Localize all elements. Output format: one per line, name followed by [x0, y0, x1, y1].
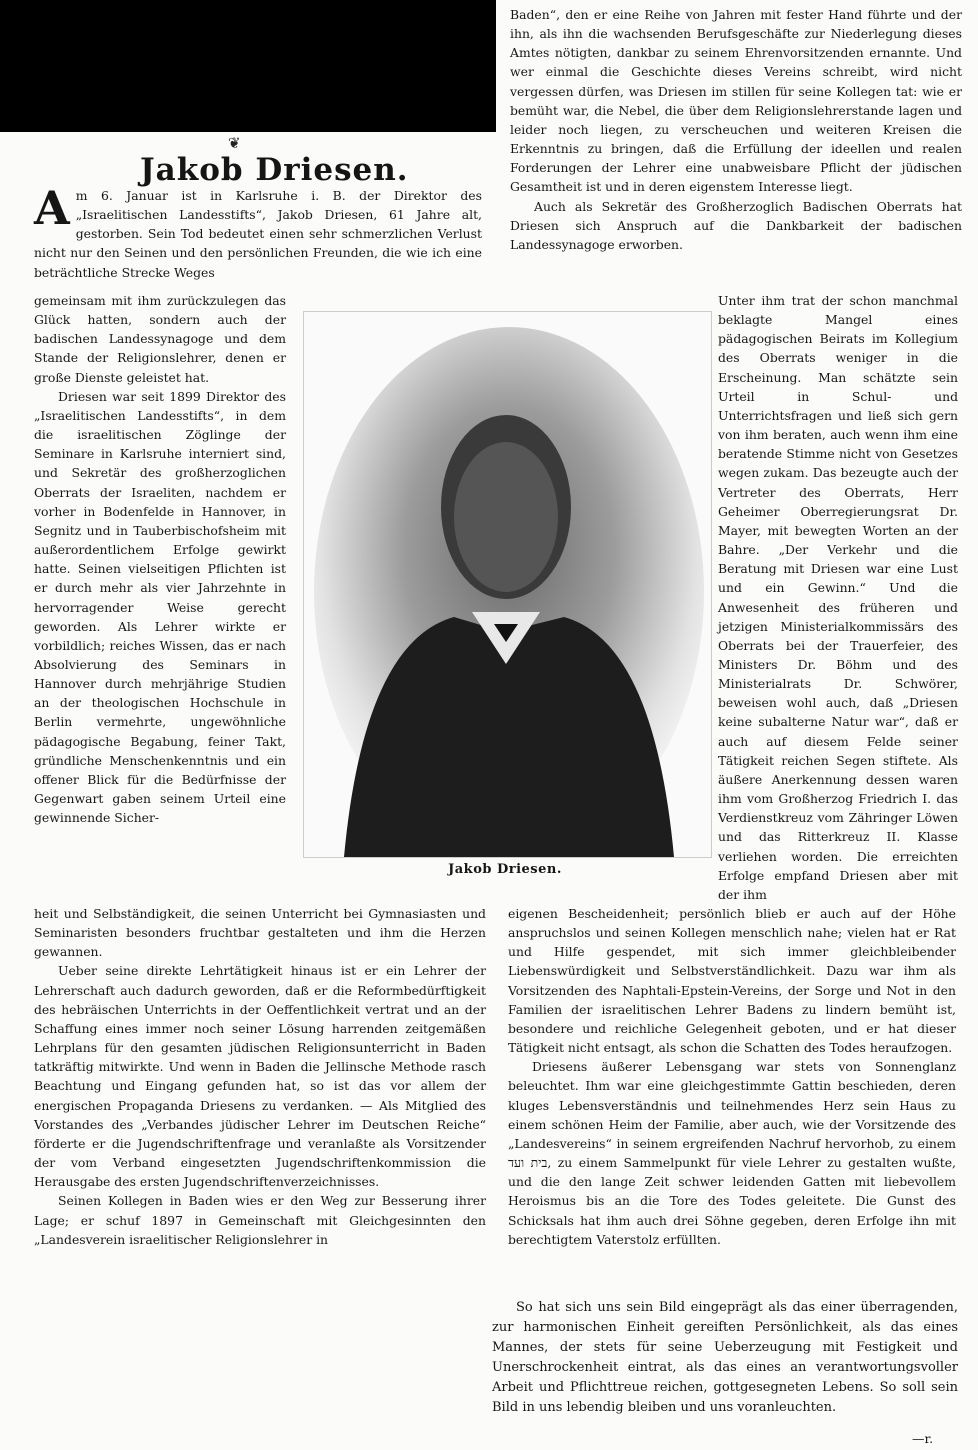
paragraph: gemeinsam mit ihm zurückzulegen das Glück hatten, sondern auch der badischen Landessynagoge und dem Stande der Religionslehrer, denen er große Dienste geleistet hat.	[34, 293, 286, 385]
right-top-column	[510, 5, 962, 254]
article-title: Jakob Driesen.	[140, 152, 409, 188]
intro-paragraph	[34, 181, 482, 282]
right-lower-column	[508, 904, 956, 1249]
paragraph: Ueber seine direkte Lehrtätigkeit hinaus ist er ein Lehrer der Lehrerschaft auch dadurch geworden, daß er die Reformbedürftigkeit des hebräischen Unterrichts in der Oeffentlichkeit vertrat und an der Schaffung eines immer noch seiner Lösung harrenden zeitgemäßen Lehrplans für den gesamten jüdischen Religionsunterricht in Baden tatkräftig mitwirkte. Und wenn in Baden die Jellinsche Methode rasch Beachtung und Eingang gefunden hat, so ist das vor allem der energischen Propaganda Driesens zu verdanken. — Als Mitglied des Vorstandes des „Verbandes jüdischer Lehrer im Deutschen Reiche“ förderte er die Jugendschriftenfrage und veranlaßte als Vorsitzender der vom Verband eingesetzten Jugendschriftenkommission die Herausgabe des ersten Jugendschriftenverzeichnisses.	[34, 963, 486, 1190]
paragraph: Driesens äußerer Lebensgang war stets von Sonnenglanz beleuchtet. Ihm war eine gleichgestimmte Gattin beschieden, deren kluges Lebensverständnis und teilnehmendes Herz sein Haus zu einem schönen Heim der Familie, aber auch, wie der Vorsitzende des „Landesvereins“ in seinem ergreifenden Nachruf hervorhob, zu einem בית ועד, zu einem Sammelpunkt für viele Lehrer zu gestalten wußte, und die den lange Zeit schwer leidenden Gatten mit liebevollem Heroismus bis an die Tore des Todes geleitete. Die Gunst des Schicksals hat ihm auch drei Söhne gegeben, deren Erfolge ihn mit berechtigtem Vaterstolz erfüllten.	[508, 1059, 956, 1247]
paragraph: So hat sich uns sein Bild eingeprägt als das einer überragenden, zur harmonischen Einheit gereiften Persönlichkeit, als das eines Mannes, der stets für seine Ueberzeugung mit Festigkeit und Unerschrockenheit eintrat, als das eines an verantwortungsvoller Arbeit und Pflichttreue reichen, gottgesegneten Lebens. So soll sein Bild in uns lebendig bleiben und uns voranleuchten.	[492, 1300, 958, 1415]
paragraph: Unter ihm trat der schon manchmal beklagte Mangel eines pädagogischen Beirats im Kollegium des Oberrats weniger in die Erscheinung. Man schätzte sein Urteil in Schul- und Unterrichtsfragen und ließ sich gern von ihm beraten, auch wenn ihm eine beratende Stimme nicht von Gesetzes wegen zukam. Das bezeugte auch der Vertreter des Oberrats, Herr Geheimer Oberregierungsrat Dr. Mayer, mit bewegten Worten an der Bahre. „Der Verkehr und die Beratung mit Driesen war eine Lust und ein Gewinn.“ Und die Anwesenheit des früheren und jetzigen Ministerialkommissärs des Oberrats bei der Trauerfeier, des Ministers Dr. Böhm und des Ministerialrats Dr. Schwörer, beweisen wohl auch, daß „Driesen keine subalterne Natur war“, daß er auch auf diesem Felde seiner Tätigkeit reichen Segen stiftete. Als äußere Anerkennung dessen waren ihm vom Großherzog Friedrich I. das Verdienstkreuz vom Zähringer Löwen und das Ritterkreuz II. Klasse verliehen worden. Die erreichten Erfolge empfand Driesen aber mit der ihm	[718, 293, 958, 902]
portrait-photo	[303, 311, 712, 858]
ornament-icon: ❦	[228, 134, 241, 152]
paragraph: Seinen Kollegen in Baden wies er den Weg zur Besserung ihrer Lage; er schuf 1897 in Gemeinschaft mit Gleichgesinnten den „Landesverein israelitischer Religionslehrer in	[34, 1193, 486, 1247]
paragraph: heit und Selbständigkeit, die seinen Unterricht bei Gymnasiasten und Seminaristen besonders fruchtbar gestalteten und ihm die Herzen gewannen.	[34, 906, 486, 960]
photo-caption: Jakob Driesen.	[448, 862, 562, 877]
left-lower-column	[34, 904, 486, 1249]
paragraph: eigenen Bescheidenheit; persönlich blieb er auch auf der Höhe anspruchslos und seinen Kollegen menschlich nahe; vielen hat er Rat und Hilfe gespendet, mit sich immer gleichbleibender Liebenswürdigkeit und Selbstverständlichkeit. Dazu war ihm als Vorsitzenden des Naphtali-Epstein-Vereins, der Sorge und Not in den Familien der israelitischen Lehrer Badens zu lindern bemüht ist, besondere und reichliche Gelegenheit geboten, und er hat dieser Tätigkeit nicht entsagt, als schon die Schatten des Todes heraufzogen.	[508, 906, 956, 1056]
right-narrow-column	[718, 291, 958, 904]
intro-text: m 6. Januar ist in Karlsruhe i. B. der Direktor des „Israelitischen Landesstifts“, Jakob Driesen, 61 Jahre alt, gestorben. Sein Tod bedeutet einen sehr schmerzlichen Verlust nicht nur den Seinen und den persönlichen Freunden, die wie ich eine beträchtliche Strecke Weges	[34, 188, 482, 280]
left-narrow-column	[34, 291, 286, 827]
portrait-image	[304, 312, 711, 857]
paragraph: Auch als Sekretär des Großherzoglich Badischen Oberrats hat Driesen sich Anspruch auf die Dankbarkeit der badischen Landessynagoge erworben.	[510, 198, 962, 252]
redaction-block	[0, 0, 496, 132]
paragraph: Baden“, den er eine Reihe von Jahren mit fester Hand führte und der ihn, als ihn die wachsenden Berufsgeschäfte zur Niederlegung dieses Amtes nötigten, dankbar zu seinem Ehrenvorsitzenden ernannte. Und wer einmal die Geschichte dieses Vereins schreibt, wird nicht vergessen dürfen, was Driesen im stillen für seine Kollegen tat: wie er bemüht war, die Nebel, die über dem Religionslehrerstande lagen und leider noch liegen, zu verscheuchen und weiteren Kreisen die Erkenntnis zu bringen, daß die Erfüllung der ideellen und realen Forderungen der Lehrer eine unabweisbare Pflicht der jüdischen Gesamtheit ist und in deren eigenstem Interesse liegt.	[510, 7, 962, 195]
author-signature: —r.	[912, 1431, 934, 1446]
closing-paragraph	[492, 1298, 958, 1418]
drop-capital: A	[34, 181, 70, 235]
paragraph: Driesen war seit 1899 Direktor des „Israelitischen Landesstifts“, in dem die israelitischen Zöglinge der Seminare in Karlsruhe interniert sind, und Sekretär des großherzoglichen Oberrats der Israeliten, nachdem er vorher in Bodenfelde in Hannover, in Segnitz und in Tauberbischofsheim mit außerordentlichem Erfolge gewirkt hatte. Seinen vielseitigen Pflichten ist er durch mehr als vier Jahrzehnte in hervorragender Weise gerecht geworden. Als Lehrer wirkte er vorbildlich; reiches Wissen, das er nach Absolvierung des Seminars in Hannover durch mehrjährige Studien an der theologischen Hochschule in Berlin vermehrte, ungewöhnliche pädagogische Begabung, feiner Takt, gründliche Menschenkenntnis und ein offener Blick für die Bedürfnisse der Gegenwart gaben seinem Urteil eine gewinnende Sicher-	[34, 388, 286, 826]
